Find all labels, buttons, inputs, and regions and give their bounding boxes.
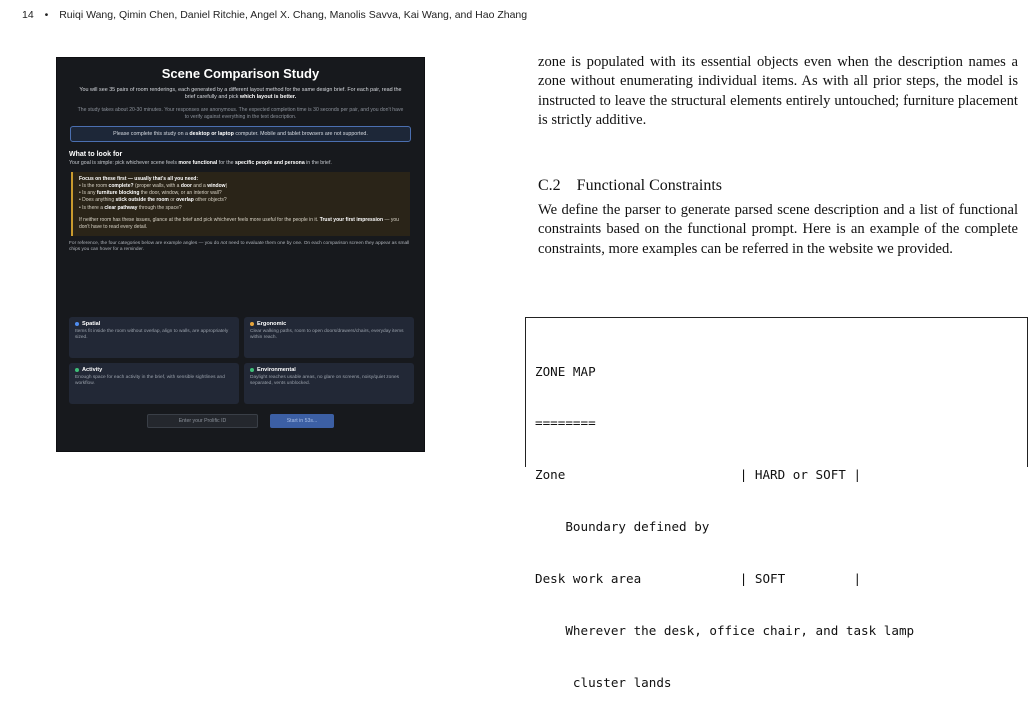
body-paragraph-2: We define the parser to generate parsed scene description and a list of functional constraints based on the functional prompt. Here is an example of the complete constraints, more examples can be referred in the website we provided. — [538, 202, 1018, 257]
category-description: Items fit inside the room without overlap, align to walls, are appropriately sized. — [75, 329, 229, 341]
category-grid — [69, 317, 414, 404]
study-title: Scene Comparison Study — [161, 66, 320, 81]
focus-item: • Is there a clear pathway through the space? — [79, 204, 182, 211]
goal-text — [69, 160, 412, 166]
study-intro-bold: which layout is better. — [239, 94, 297, 100]
reference-post: need to evaluate them one by one. On each comparison screen they appear as small chips you can hover for a reminder. — [69, 240, 410, 253]
section-title: Functional Constraints — [576, 177, 722, 194]
notice-bold: desktop or laptop — [189, 131, 234, 138]
goal-mid: for the — [218, 160, 234, 167]
focus-callout — [71, 172, 410, 236]
code-line: cluster lands — [535, 674, 672, 690]
goal-pre: Your goal is simple: pick whichever scene feels — [69, 160, 177, 167]
goal-bold-1: more functional — [178, 160, 218, 167]
category-name: Environmental — [257, 367, 296, 373]
study-time-note: The study takes about 20-30 minutes. Your responses are anonymous. The expected completion time is 30 seconds per pair, and you don't have to verify against everything in the text description. — [77, 107, 404, 120]
page-number: 14 — [22, 9, 34, 21]
goal-bold-2: specific people and persona — [234, 160, 305, 167]
reference-italic: not — [220, 240, 228, 246]
study-screenshot-figure — [56, 57, 425, 452]
body-paragraph-1: zone is populated with its essential objects even when the description names a zone without enumerating individual items. As with all prior steps, the model is instructed to leave the structural elements entirely untouched; furniture placement is strictly additive. — [538, 54, 1018, 129]
code-line: Wherever the desk, office chair, and task lamp — [535, 623, 915, 639]
start-button[interactable]: Start in 53s... — [270, 414, 334, 428]
category-description: Clear walking paths, room to open doors/drawers/chairs, everyday items within reach. — [250, 329, 404, 341]
section-number: C.2 — [538, 177, 561, 194]
code-line: Desk work area | SOFT | — [535, 571, 862, 587]
category-dot-icon — [250, 322, 254, 326]
reference-note — [69, 241, 412, 254]
study-intro — [75, 87, 406, 101]
prolific-id-input[interactable] — [147, 414, 258, 428]
device-notice — [70, 126, 411, 142]
category-card-ergonomic — [244, 317, 414, 358]
focus-item: • Does anything stick outside the room or overlap other objects? — [79, 197, 227, 204]
look-for-heading: What to look for — [69, 151, 123, 159]
focus-title: Focus on these first — usually that's all you need: — [79, 176, 198, 183]
focus-item: • Is any furniture blocking the door, window, or an interior wall? — [79, 190, 222, 197]
category-dot-icon — [75, 368, 79, 372]
code-line: ZONE MAP — [535, 363, 596, 379]
category-card-activity — [69, 363, 239, 404]
author-list: Ruiqi Wang, Qimin Chen, Daniel Ritchie, Angel X. Chang, Manolis Savva, Kai Wang, and Hao Zhang — [59, 9, 528, 21]
category-description: Enough space for each activity in the brief, with sensible sightlines and workflow. — [75, 375, 225, 387]
category-name: Activity — [82, 367, 103, 373]
goal-post: in the brief. — [306, 160, 332, 167]
category-card-spatial — [69, 317, 239, 358]
category-name: Spatial — [82, 321, 101, 327]
code-line: Zone | HARD or SOFT | — [535, 467, 862, 483]
notice-post: computer. Mobile and tablet browsers are not supported. — [235, 131, 368, 138]
code-line: Boundary defined by — [535, 519, 710, 535]
category-description: Daylight reaches usable areas, no glare on screens, noisy/quiet zones separated, vents unblocked. — [250, 375, 400, 387]
focus-footer: If neither room has these issues, glance at the brief and pick whichever feels more useful for the people in it. Trust your first impression — you don't have to read every detail. — [79, 216, 399, 230]
constraints-code-block — [525, 317, 1028, 690]
notice-pre: Please complete this study on a — [113, 131, 188, 138]
category-dot-icon — [250, 368, 254, 372]
reference-pre: For reference, the four categories below are example angles — you do — [69, 240, 220, 246]
code-line: ======== — [535, 415, 596, 431]
focus-item: • Is the room complete? (proper walls, with a door and a window) — [79, 183, 228, 190]
category-dot-icon — [75, 322, 79, 326]
study-intro-text: You will see 35 pairs of room renderings, each generated by a different layout method for the same design brief. For each pair, read the brief carefully and pick — [79, 87, 402, 100]
prolific-form — [57, 414, 424, 428]
running-head — [22, 9, 527, 21]
section-heading — [538, 177, 722, 195]
category-card-environmental — [244, 363, 414, 404]
category-name: Ergonomic — [257, 321, 287, 327]
header-separator: • — [44, 9, 49, 21]
